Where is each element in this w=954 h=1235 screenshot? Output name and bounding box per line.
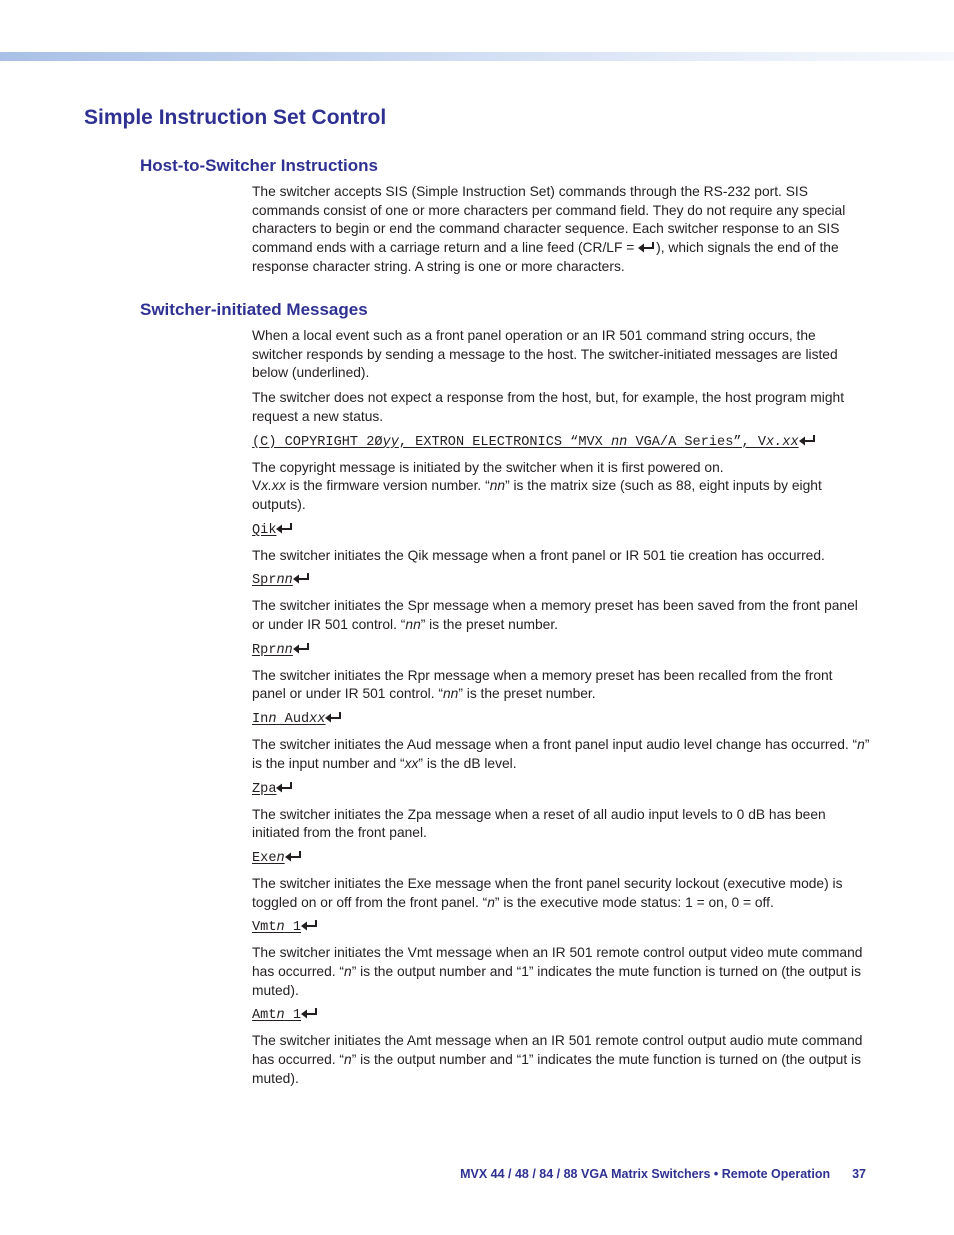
amt-code: Amtn 1 <box>252 1007 870 1025</box>
heading-host-to-switcher: Host-to-Switcher Instructions <box>140 156 379 175</box>
messages-section <box>252 327 870 1089</box>
page-title: Simple Instruction Set Control <box>84 106 387 129</box>
intro-paragraph-2: The switcher does not expect a response from the host, but, for example, the host program might request a new status. <box>252 390 845 424</box>
footer-title: MVX 44 / 48 / 84 / 88 VGA Matrix Switchers • Remote Operation <box>460 1167 831 1181</box>
return-arrow-icon <box>285 851 303 862</box>
return-arrow-icon <box>301 920 319 931</box>
zpa-code: Zpa <box>252 781 870 799</box>
message-copyright <box>252 434 870 515</box>
intro-paragraph-1: When a local event such as a front panel operation or an IR 501 command string occurs, the switcher responds by sending a message to the host. The switcher-initiated messages are listed below (underlined). <box>252 328 838 381</box>
exe-description: The switcher initiates the Exe message when the front panel security lockout (executive mode) is toggled on or off from the front panel. “n” is the executive mode status: 1 = on, 0 = off. <box>252 875 843 910</box>
aud-code: Inn Audxx <box>252 711 870 729</box>
return-arrow-icon <box>293 643 311 654</box>
spr-code: Sprnn <box>252 572 870 590</box>
return-arrow-icon <box>638 242 656 253</box>
header-gradient-bar <box>0 52 954 61</box>
host-section <box>252 183 870 277</box>
copyright-code: (C) COPYRIGHT 2Øyy, EXTRON ELECTRONICS “MVX nn VGA/A Series”, Vx.xx <box>252 434 870 452</box>
return-arrow-icon <box>276 782 294 793</box>
message-vmt <box>252 919 870 1000</box>
copyright-description: The copyright message is initiated by the switcher when it is first powered on. Vx.xx is the firmware version number. “nn” is the matrix size (such as 88, eight inputs by eight outputs). <box>252 459 822 512</box>
spr-description: The switcher initiates the Spr message when a memory preset has been saved from the front panel or under IR 501 control. “nn” is the preset number. <box>252 598 858 633</box>
rpr-description: The switcher initiates the Rpr message when a memory preset has been recalled from the front panel or under IR 501 control. “nn” is the preset number. <box>252 667 833 702</box>
aud-description: The switcher initiates the Aud message when a front panel input audio level change has occurred. “n” is the input number and “xx” is the dB level. <box>252 737 870 771</box>
message-exe <box>252 850 870 912</box>
amt-description: The switcher initiates the Amt message when an IR 501 remote control output audio mute command has occurred. “n” is the output number and “1” indicates the mute function is turned on (the output is muted). <box>252 1033 863 1086</box>
message-aud <box>252 711 870 773</box>
heading-switcher-initiated: Switcher-initiated Messages <box>140 300 368 319</box>
rpr-code: Rprnn <box>252 642 870 660</box>
vmt-description: The switcher initiates the Vmt message when an IR 501 remote control output video mute command has occurred. “n” is the output number and “1” indicates the mute function is turned on (the output is muted). <box>252 945 863 998</box>
message-amt <box>252 1007 870 1088</box>
return-arrow-icon <box>799 435 817 446</box>
vmt-code: Vmtn 1 <box>252 919 870 937</box>
host-paragraph: The switcher accepts SIS (Simple Instruction Set) commands through the RS-232 port. SIS commands consist of one or more characters per command field. They do not require any special characters to begin or end the command character sequence. Each switcher response to an SIS command ends with a carriage return and a line feed (CR/LF = ), which signals the end of the response character string. A string is one or more characters. <box>252 184 846 274</box>
message-rpr <box>252 642 870 704</box>
message-qik <box>252 522 870 566</box>
message-spr <box>252 572 870 634</box>
return-arrow-icon <box>301 1008 319 1019</box>
exe-code: Exen <box>252 850 870 868</box>
return-arrow-icon <box>325 712 343 723</box>
page-footer <box>460 1167 866 1181</box>
zpa-description: The switcher initiates the Zpa message when a reset of all audio input levels to 0 dB has been initiated from the front panel. <box>252 806 826 841</box>
page-number: 37 <box>852 1167 866 1181</box>
qik-code: Qik <box>252 522 870 540</box>
qik-description: The switcher initiates the Qik message when a front panel or IR 501 tie creation has occurred. <box>252 547 825 563</box>
return-arrow-icon <box>276 523 294 534</box>
return-arrow-icon <box>293 573 311 584</box>
message-zpa <box>252 781 870 843</box>
